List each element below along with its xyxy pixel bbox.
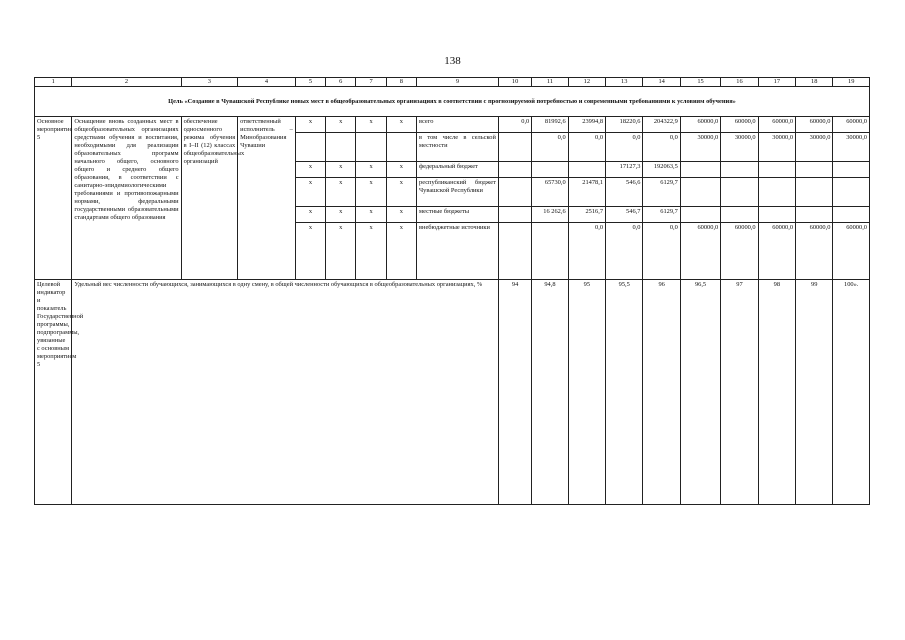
cell: 0,0 — [568, 223, 605, 280]
col-header: 1 — [35, 78, 72, 87]
cell: x — [295, 117, 325, 133]
cell — [498, 178, 531, 206]
indicator-value: 97 — [721, 280, 758, 505]
col-header: 9 — [417, 78, 499, 87]
col-header: 5 — [295, 78, 325, 87]
cell — [498, 133, 531, 161]
cell: 81992,6 — [532, 117, 568, 133]
col-header: 7 — [356, 78, 386, 87]
cell: x — [295, 206, 325, 222]
cell — [796, 161, 833, 177]
cell — [758, 178, 795, 206]
cell — [833, 161, 870, 177]
funding-source: республиканский бюджет Чувашской Республики — [417, 178, 499, 206]
funding-source: всего — [417, 117, 499, 133]
cell: x — [295, 223, 325, 280]
cell: 18220,6 — [606, 117, 643, 133]
cell: x — [386, 206, 416, 222]
indicator-value: 99 — [796, 280, 833, 505]
cell: 192063,5 — [643, 161, 680, 177]
cell — [796, 178, 833, 206]
col-header: 13 — [606, 78, 643, 87]
cell: 60000,0 — [721, 117, 758, 133]
cell — [498, 206, 531, 222]
page-number: 138 — [444, 55, 461, 67]
cell — [721, 206, 758, 222]
col-header: 17 — [758, 78, 795, 87]
cell: 60000,0 — [758, 117, 795, 133]
cell — [758, 206, 795, 222]
program-table — [34, 77, 870, 505]
cell: x — [386, 223, 416, 280]
col-header: 8 — [386, 78, 416, 87]
indicator-text: Удельный вес численности обучающихся, занимающихся в одну смену, в общей численности обучающихся в общеобразовательных организациях, % — [72, 280, 499, 505]
col-header: 11 — [532, 78, 568, 87]
col-header: 3 — [181, 78, 238, 87]
cell: 2516,7 — [568, 206, 605, 222]
cell — [680, 178, 720, 206]
cell: x — [326, 117, 356, 133]
cell: x — [356, 178, 386, 206]
cell — [326, 133, 356, 161]
cell: 60000,0 — [833, 223, 870, 280]
cell: 0,0 — [568, 133, 605, 161]
cell: 60000,0 — [758, 223, 795, 280]
cell: 30000,0 — [680, 133, 720, 161]
event-description: Оснащение вновь созданных мест в общеобразовательных организациях средствами обучения и воспитания, необходимыми для реализации образовательных программ начального общего, основного общего и среднего общего образования, в соответствии с санитарно-эпидемиологическими требованиями и противопожарными нормами, федеральными государственными образовательными стандартами общего образования — [72, 117, 181, 280]
cell: 0,0 — [606, 223, 643, 280]
cell: 30000,0 — [796, 133, 833, 161]
cell — [680, 206, 720, 222]
cell: x — [356, 223, 386, 280]
cell — [680, 161, 720, 177]
cell: 60000,0 — [833, 117, 870, 133]
cell — [833, 206, 870, 222]
indicator-value: 100». — [833, 280, 870, 505]
cell — [758, 161, 795, 177]
cell: x — [356, 117, 386, 133]
cell: 30000,0 — [833, 133, 870, 161]
indicator-label: Целевой индикатор и показатель Государственной программы, подпрограммы, увязанные с основным мероприятием 5 — [35, 280, 72, 505]
cell: 60000,0 — [680, 223, 720, 280]
cell: x — [295, 161, 325, 177]
event-executor: ответственный исполнитель – Минобразования Чувашии — [238, 117, 296, 280]
indicator-value: 95 — [568, 280, 605, 505]
cell — [721, 178, 758, 206]
cell: x — [326, 206, 356, 222]
cell: x — [326, 161, 356, 177]
col-header: 12 — [568, 78, 605, 87]
event-result: обеспечение односменного режима обучения в I–II (12) классах общеобразовательных организаций — [181, 117, 238, 280]
cell: 23994,8 — [568, 117, 605, 133]
cell — [498, 161, 531, 177]
cell — [295, 133, 325, 161]
cell: 65730,0 — [532, 178, 568, 206]
cell: 30000,0 — [721, 133, 758, 161]
cell: 546,7 — [606, 206, 643, 222]
cell: 0,0 — [643, 133, 680, 161]
cell — [532, 223, 568, 280]
cell: x — [386, 178, 416, 206]
cell: 0,0 — [532, 133, 568, 161]
col-header: 19 — [833, 78, 870, 87]
cell: 17127,3 — [606, 161, 643, 177]
cell — [833, 178, 870, 206]
cell: 204322,9 — [643, 117, 680, 133]
funding-source: внебюджетные источники — [417, 223, 499, 280]
indicator-row — [35, 280, 870, 505]
cell: x — [386, 161, 416, 177]
cell — [386, 133, 416, 161]
indicator-value: 96,5 — [680, 280, 720, 505]
cell: x — [356, 161, 386, 177]
cell — [796, 206, 833, 222]
col-header: 4 — [238, 78, 296, 87]
funding-source: местные бюджеты — [417, 206, 499, 222]
indicator-value: 96 — [643, 280, 680, 505]
goal-text: Цель «Создание в Чувашской Республике новых мест в общеобразовательных организациях в соответствии с прогнозируемой потребностью и современными требованиями к условиям обучения» — [35, 87, 870, 117]
cell: x — [326, 223, 356, 280]
cell: 60000,0 — [796, 117, 833, 133]
indicator-value: 94 — [498, 280, 531, 505]
cell: 6129,7 — [643, 178, 680, 206]
col-header: 2 — [72, 78, 181, 87]
col-header: 6 — [326, 78, 356, 87]
cell — [532, 161, 568, 177]
cell: 60000,0 — [721, 223, 758, 280]
cell: 21478,1 — [568, 178, 605, 206]
cell: x — [326, 178, 356, 206]
cell — [568, 161, 605, 177]
cell — [721, 161, 758, 177]
funding-source: федеральный бюджет — [417, 161, 499, 177]
cell: x — [356, 206, 386, 222]
event-name: Основное мероприятие 5 — [35, 117, 72, 280]
col-header: 10 — [498, 78, 531, 87]
column-number-row — [35, 78, 870, 87]
goal-row — [35, 87, 870, 117]
col-header: 18 — [796, 78, 833, 87]
cell — [498, 223, 531, 280]
cell — [356, 133, 386, 161]
cell: 0,0 — [606, 133, 643, 161]
cell: 546,6 — [606, 178, 643, 206]
indicator-value: 98 — [758, 280, 795, 505]
indicator-value: 95,5 — [606, 280, 643, 505]
cell: x — [295, 178, 325, 206]
col-header: 16 — [721, 78, 758, 87]
col-header: 15 — [680, 78, 720, 87]
funding-source: в том числе в сельской местности — [417, 133, 499, 161]
cell: 60000,0 — [796, 223, 833, 280]
cell: 30000,0 — [758, 133, 795, 161]
cell: x — [386, 117, 416, 133]
cell: 6129,7 — [643, 206, 680, 222]
cell: 0,0 — [643, 223, 680, 280]
table-row — [35, 117, 870, 133]
cell: 0,0 — [498, 117, 531, 133]
cell: 60000,0 — [680, 117, 720, 133]
cell: 16 262,6 — [532, 206, 568, 222]
col-header: 14 — [643, 78, 680, 87]
indicator-value: 94,8 — [532, 280, 568, 505]
